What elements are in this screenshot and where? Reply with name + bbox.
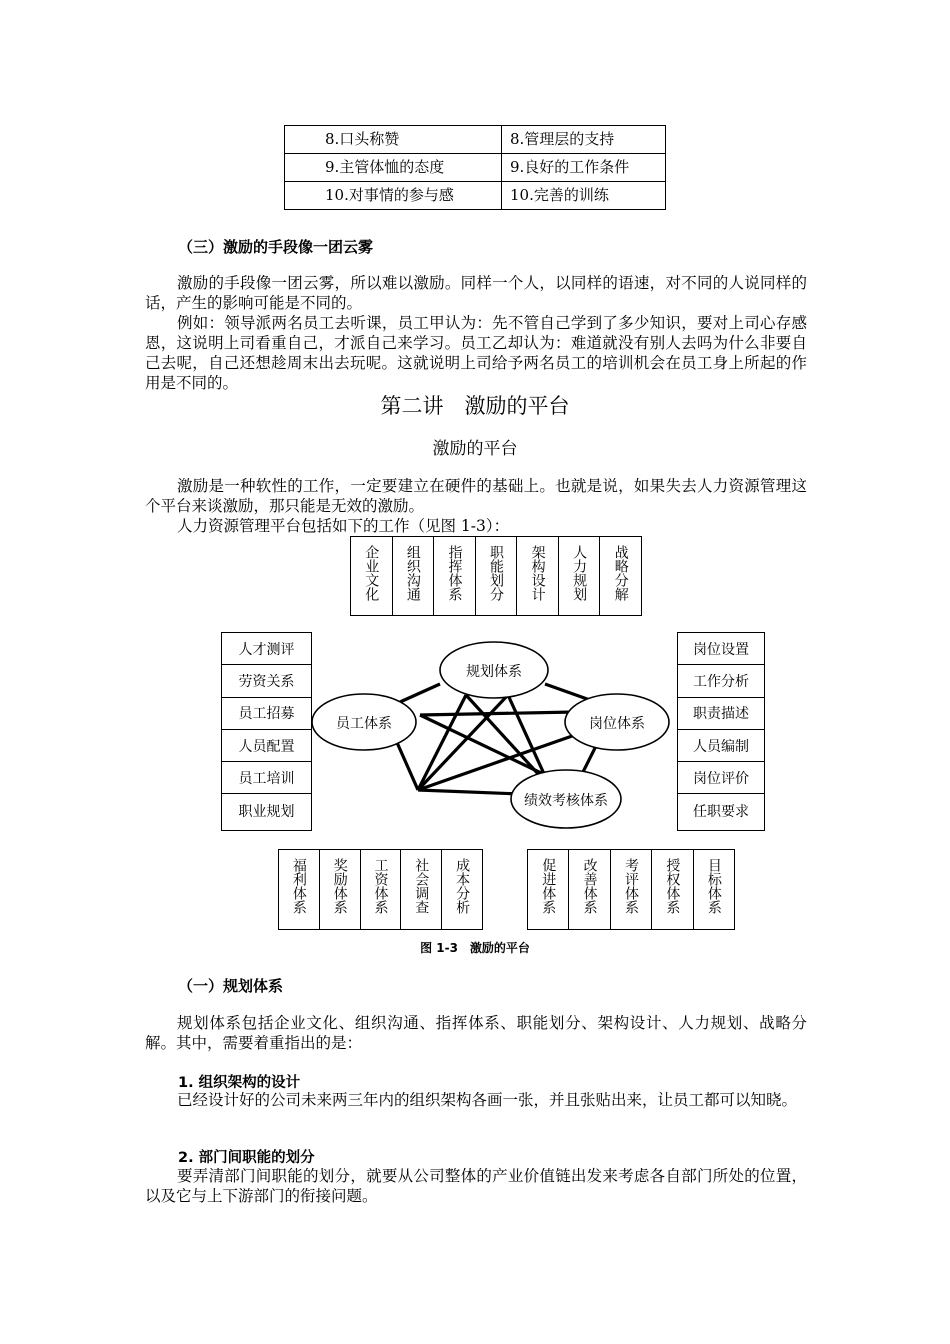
paragraph: 规划体系包括企业文化、组织沟通、指挥体系、职能划分、架构设计、人力规划、战略分解。其中，需要着重指出的是： [145,1014,807,1052]
box-label: 福利体系 [290,858,307,914]
table-cell: 9.主管体恤的态度 [285,154,502,182]
box-label: 人员编制 [678,730,764,762]
box-cell [611,850,652,929]
position-system-label: 岗位体系 [589,716,645,732]
table-cell: 8.口头称赞 [285,126,502,154]
box-label: 劳资关系 [222,665,311,697]
box-cell [569,850,610,929]
body-text [145,1090,807,1110]
planning-system-label: 规划体系 [466,664,522,680]
paragraph: 人力资源管理平台包括如下的工作（见图 1-3）： [177,517,510,535]
box-label: 职责描述 [678,698,764,730]
box-label: 成本分析 [454,858,471,914]
box-label: 员工培训 [222,762,311,794]
box-label: 工作分析 [678,665,764,697]
box-label: 职能划分 [488,545,505,601]
lecture-subtitle: 激励的平台 [432,439,518,459]
box-label: 任职要求 [693,803,749,820]
box-label: 组织沟通 [404,545,421,601]
employee-system-label: 员工体系 [336,716,392,732]
paragraph: 激励是一种软性的工作，一定要建立在硬件的基础上。也就是说，如果失去人力资源管理这个平台来谈激励，那只能是无效的激励。 [145,477,807,515]
body-text [145,1166,807,1206]
section-heading: （三）激励的手段像一团云雾 [178,238,374,256]
box-label: 考评体系 [623,858,640,914]
box-label: 促进体系 [540,858,557,914]
box-label: 岗位评价 [678,762,764,794]
box-cell [528,850,569,929]
box-label: 职业规划 [238,803,295,820]
lecture-title: 第二讲 激励的平台 [380,394,570,418]
compensation-items-box [278,849,483,930]
box-cell [361,850,402,929]
box-label: 授权体系 [664,858,681,914]
box-label: 人力规划 [571,545,588,601]
section-heading: （一）规划体系 [178,977,284,995]
body-text [145,1013,807,1053]
box-cell [279,850,320,929]
box-label: 人员配置 [222,730,311,762]
box-cell [694,850,734,929]
box-cell [320,850,361,929]
box-cell [442,850,482,929]
box-label: 人才测评 [222,633,311,665]
box-label: 奖励体系 [331,858,348,914]
paragraph: 例如：领导派两名员工去听课，员工甲认为：先不管自己学到了多少知识，要对上司心存感恩，这说明上司看重自己，才派自己来学习。员工乙却认为：难道就没有别人去吗为什么非要自己去呢，自己还想趁周末出去玩呢。这就说明上司给予两名员工的培训机会在员工身上所起的作用是不同的。 [145,314,807,392]
figure-caption: 图 1-3 激励的平台 [420,941,530,955]
table-cell: 10.完善的训练 [502,182,666,210]
box-cell [401,850,442,929]
performance-items-box [527,849,735,930]
box-label: 目标体系 [705,858,722,914]
box-label: 企业文化 [363,545,380,601]
box-label: 架构设计 [529,545,546,601]
table-cell: 10.对事情的参与感 [285,182,502,210]
box-label: 指挥体系 [446,545,463,601]
box-label: 改善体系 [581,858,598,914]
box-cell [652,850,693,929]
table-cell: 9.良好的工作条件 [502,154,666,182]
paragraph: 要弄清部门间职能的划分，就要从公司整体的产业价值链出发来考虑各自部门所处的位置，以及它与上下游部门的衔接问题。 [145,1167,807,1205]
paragraph: 已经设计好的公司未来两三年内的组织架构各画一张，并且张贴出来，让员工都可以知晓。 [177,1091,798,1109]
paragraph: 激励的手段像一团云雾，所以难以激励。同样一个人，以同样的语速，对不同的人说同样的话，产生的影响可能是不同的。 [145,274,807,312]
box-label: 社会调查 [413,858,430,914]
subheading: 1. 组织架构的设计 [178,1075,301,1091]
subheading: 2. 部门间职能的划分 [178,1150,315,1166]
box-label: 工资体系 [372,858,389,914]
box-label: 岗位设置 [678,633,764,665]
table-cell: 8.管理层的支持 [502,126,666,154]
box-label: 战略分解 [612,545,629,601]
box-label: 员工招募 [222,698,311,730]
performance-system-label: 绩效考核体系 [524,793,608,809]
